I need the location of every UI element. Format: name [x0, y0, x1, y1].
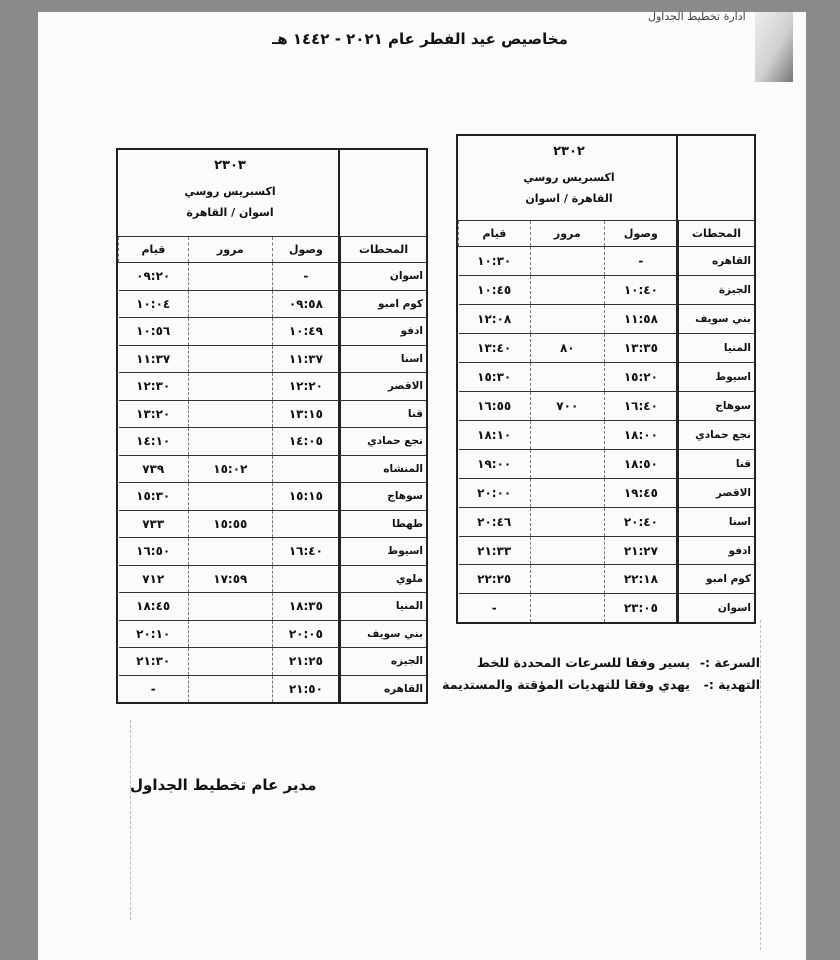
station-cell: بني سويف	[678, 304, 754, 333]
pass-cell	[530, 565, 604, 594]
note-slowdown	[430, 674, 760, 696]
timetable-row	[119, 483, 427, 511]
note-text: يهدي وفقا للتهديات المؤقتة والمستديمة	[442, 677, 690, 692]
station-cell: قنا	[340, 400, 426, 428]
pass-cell	[188, 593, 272, 621]
departure-cell: ١٠:٥٦	[119, 318, 189, 346]
pass-cell: ٧٠٠	[530, 391, 604, 420]
departure-cell: ١٤:١٠	[119, 428, 189, 456]
departure-cell: ٠٩:٢٠	[119, 263, 189, 291]
station-cell: القاهره	[678, 247, 754, 276]
timetable-row	[459, 594, 755, 622]
arrival-cell: ٢٣:٠٥	[604, 594, 678, 622]
timetable-row	[119, 455, 427, 483]
timetable-row	[119, 648, 427, 676]
station-cell: ملوي	[340, 565, 426, 593]
station-cell: اسنا	[340, 345, 426, 373]
station-cell: اسوان	[678, 594, 754, 622]
pass-cell	[188, 373, 272, 401]
arrival-cell: ١٢:٢٠	[272, 373, 340, 401]
col-station: المحطات	[340, 237, 426, 263]
station-cell: نجع حمادي	[678, 420, 754, 449]
schedule-2302	[456, 134, 756, 624]
pass-cell	[530, 247, 604, 276]
pass-cell	[530, 594, 604, 622]
departure-cell: ١٢:٣٠	[119, 373, 189, 401]
arrival-cell	[272, 510, 340, 538]
pass-cell	[188, 483, 272, 511]
timetable-row	[459, 565, 755, 594]
arrival-cell	[272, 455, 340, 483]
train-number: ٢٣٠٢	[553, 144, 585, 159]
station-cell: اسوان	[340, 263, 426, 291]
timetable-row	[119, 538, 427, 566]
departure-cell: ١٢:٠٨	[459, 304, 531, 333]
station-cell: قنا	[678, 449, 754, 478]
arrival-cell: -	[272, 263, 340, 291]
timetable-row	[119, 565, 427, 593]
departure-cell: ١٥:٣٠	[119, 483, 189, 511]
departure-cell: ١٨:٤٥	[119, 593, 189, 621]
arrival-cell: ٢٠:٤٠	[604, 507, 678, 536]
station-cell: المنشاه	[340, 455, 426, 483]
timetable-row	[119, 510, 427, 538]
pass-cell	[188, 675, 272, 702]
departure-cell: ٧١٢	[119, 565, 189, 593]
departure-cell: ١٩:٠٠	[459, 449, 531, 478]
train-route: القاهرة / اسوان	[525, 192, 613, 205]
arrival-cell: ١٠:٤٠	[604, 275, 678, 304]
arrival-cell: ١٦:٤٠	[272, 538, 340, 566]
station-cell: الاقصر	[678, 478, 754, 507]
arrival-cell: ٢١:٥٠	[272, 675, 340, 702]
station-cell: الجيزة	[678, 275, 754, 304]
note-label: التهدية :-	[703, 677, 760, 692]
pass-cell	[188, 318, 272, 346]
departure-cell: ١٥:٣٠	[459, 362, 531, 391]
pass-cell: ١٧:٥٩	[188, 565, 272, 593]
timetable-row	[459, 420, 755, 449]
col-pass: مرور	[188, 237, 272, 263]
arrival-cell: ١٥:٢٠	[604, 362, 678, 391]
timetable-row	[459, 247, 755, 276]
arrival-cell: ١١:٥٨	[604, 304, 678, 333]
col-arrive: وصول	[272, 237, 340, 263]
pass-cell	[188, 648, 272, 676]
departure-cell: ٢٠:١٠	[119, 620, 189, 648]
departure-cell: ١٣:٢٠	[119, 400, 189, 428]
station-cell: اسيوط	[678, 362, 754, 391]
timetable-row	[459, 449, 755, 478]
timetable	[118, 236, 426, 702]
arrival-cell: ١٤:٠٥	[272, 428, 340, 456]
arrival-cell: ١٣:٣٥	[604, 333, 678, 362]
train-number: ٢٣٠٣	[214, 158, 246, 173]
arrival-cell: ٠٩:٥٨	[272, 290, 340, 318]
notes	[430, 652, 760, 696]
pass-cell	[530, 362, 604, 391]
arrival-cell: ١٠:٤٩	[272, 318, 340, 346]
scan-line	[760, 620, 761, 950]
departure-cell: ١٠:٤٥	[459, 275, 531, 304]
train-route: اسوان / القاهرة	[186, 206, 274, 219]
pass-cell	[188, 345, 272, 373]
arrival-cell: ١٨:٠٠	[604, 420, 678, 449]
timetable-row	[119, 620, 427, 648]
station-cell: كوم امبو	[678, 565, 754, 594]
schedule-2303	[116, 148, 428, 704]
timetable-row	[119, 428, 427, 456]
arrival-cell: ٢٢:١٨	[604, 565, 678, 594]
pass-cell	[188, 400, 272, 428]
departure-cell: ٧٣٣	[119, 510, 189, 538]
station-cell: اسيوط	[340, 538, 426, 566]
departure-cell: ٢٠:٤٦	[459, 507, 531, 536]
timetable-row	[459, 391, 755, 420]
station-cell: القاهره	[340, 675, 426, 702]
departure-cell: ١١:٣٧	[119, 345, 189, 373]
timetable-row	[119, 345, 427, 373]
col-station: المحطات	[678, 221, 754, 247]
station-cell: سوهاج	[340, 483, 426, 511]
departure-cell: ٧٣٩	[119, 455, 189, 483]
pass-cell	[188, 538, 272, 566]
departure-cell: ٢١:٣٠	[119, 648, 189, 676]
pass-cell	[530, 449, 604, 478]
train-type: اكسبريس روسي	[523, 171, 615, 184]
timetable-row	[459, 478, 755, 507]
departure-cell: ٢٠:٠٠	[459, 478, 531, 507]
arrival-cell: ١٦:٤٠	[604, 391, 678, 420]
station-cell: الاقصر	[340, 373, 426, 401]
arrival-cell: -	[604, 247, 678, 276]
station-cell: اسنا	[678, 507, 754, 536]
pass-cell	[530, 536, 604, 565]
timetable-row	[459, 333, 755, 362]
timetable	[458, 220, 754, 622]
station-cell: الجيزه	[340, 648, 426, 676]
col-depart: قيام	[459, 221, 531, 247]
timetable-row	[119, 593, 427, 621]
pass-cell	[530, 275, 604, 304]
pass-cell	[530, 420, 604, 449]
col-pass: مرور	[530, 221, 604, 247]
station-cell: بني سويف	[340, 620, 426, 648]
departure-cell: -	[119, 675, 189, 702]
pass-cell	[188, 290, 272, 318]
arrival-cell: ١٩:٤٥	[604, 478, 678, 507]
arrival-cell: ١٨:٥٠	[604, 449, 678, 478]
departure-cell: ١٨:١٠	[459, 420, 531, 449]
arrival-cell: ١٨:٣٥	[272, 593, 340, 621]
page-title: مخاصيص عيد الفطر عام ٢٠٢١ - ١٤٤٢ هـ	[272, 30, 568, 48]
departure-cell: ٢١:٣٣	[459, 536, 531, 565]
timetable-row	[119, 675, 427, 702]
note-text: يسير وفقا للسرعات المحددة للخط	[476, 655, 690, 670]
train-type: اكسبريس روسي	[184, 185, 276, 198]
pass-cell	[530, 478, 604, 507]
timetable-row	[459, 304, 755, 333]
note-speed	[430, 652, 760, 674]
station-cell: نجع حمادي	[340, 428, 426, 456]
departure-cell: -	[459, 594, 531, 622]
train-info	[118, 150, 342, 236]
train-info	[458, 136, 680, 220]
timetable-row	[459, 507, 755, 536]
timetable-row	[119, 318, 427, 346]
pass-cell: ٨٠	[530, 333, 604, 362]
col-arrive: وصول	[604, 221, 678, 247]
arrival-cell: ٢١:٢٥	[272, 648, 340, 676]
arrival-cell: ٢٠:٠٥	[272, 620, 340, 648]
departure-cell: ١٦:٥٠	[119, 538, 189, 566]
station-cell: ادفو	[340, 318, 426, 346]
timetable-row	[459, 275, 755, 304]
note-label: السرعة :-	[699, 655, 760, 670]
station-cell: طهطا	[340, 510, 426, 538]
pass-cell: ١٥:٠٢	[188, 455, 272, 483]
station-cell: كوم امبو	[340, 290, 426, 318]
pass-cell	[188, 620, 272, 648]
pass-cell	[530, 304, 604, 333]
timetable-row	[119, 290, 427, 318]
timetable-row	[459, 362, 755, 391]
arrival-cell: ١٣:١٥	[272, 400, 340, 428]
departure-cell: ١٦:٥٥	[459, 391, 531, 420]
signature-title: مدير عام تخطيط الجداول	[130, 776, 317, 794]
departure-cell: ١٣:٤٠	[459, 333, 531, 362]
col-depart: قيام	[119, 237, 189, 263]
station-cell: ادفو	[678, 536, 754, 565]
department-stamp: ادارة تخطيط الجداول	[648, 10, 746, 23]
arrival-cell	[272, 565, 340, 593]
timetable-row	[119, 263, 427, 291]
arrival-cell: ٢١:٢٧	[604, 536, 678, 565]
pass-cell	[188, 263, 272, 291]
pass-cell	[188, 428, 272, 456]
timetable-row	[119, 373, 427, 401]
pass-cell: ١٥:٥٥	[188, 510, 272, 538]
departure-cell: ١٠:٠٤	[119, 290, 189, 318]
scan-line	[130, 720, 131, 920]
departure-cell: ٢٢:٢٥	[459, 565, 531, 594]
arrival-cell: ١١:٣٧	[272, 345, 340, 373]
arrival-cell: ١٥:١٥	[272, 483, 340, 511]
departure-cell: ١٠:٣٠	[459, 247, 531, 276]
station-cell: سوهاج	[678, 391, 754, 420]
station-cell: المنيا	[340, 593, 426, 621]
timetable-row	[119, 400, 427, 428]
station-cell: المنيا	[678, 333, 754, 362]
timetable-row	[459, 536, 755, 565]
pass-cell	[530, 507, 604, 536]
